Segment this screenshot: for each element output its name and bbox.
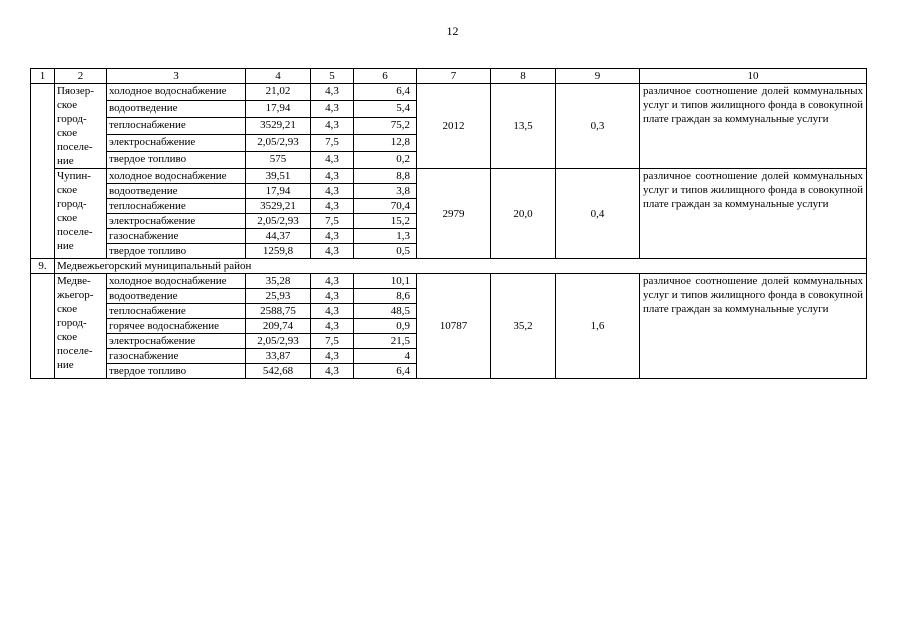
header-cell: 2 [55, 69, 107, 84]
value-col9: 0,4 [556, 169, 640, 259]
header-cell: 9 [556, 69, 640, 84]
value-col5: 4,3 [311, 84, 354, 101]
value-col4: 542,68 [246, 364, 311, 379]
value-col6: 15,2 [354, 214, 417, 229]
value-col6: 0,9 [354, 319, 417, 334]
service-name: электроснабжение [107, 214, 246, 229]
service-name: твердое топливо [107, 364, 246, 379]
service-name: газоснабжение [107, 349, 246, 364]
value-col4: 575 [246, 152, 311, 169]
value-col5: 4,3 [311, 152, 354, 169]
value-col4: 33,87 [246, 349, 311, 364]
value-col9: 1,6 [556, 274, 640, 379]
value-col6: 12,8 [354, 135, 417, 152]
value-col5: 4,3 [311, 118, 354, 135]
value-col6: 70,4 [354, 199, 417, 214]
value-col4: 3529,21 [246, 118, 311, 135]
service-name: теплоснабжение [107, 304, 246, 319]
note-col10: различное соотношение долей коммунальных услуг и типов жилищного фонда в совокупной плате граждан за коммунальные услуги [640, 84, 867, 169]
page-number: 12 [446, 24, 459, 38]
service-name: горячее водоснабжение [107, 319, 246, 334]
value-col6: 21,5 [354, 334, 417, 349]
value-col4: 35,28 [246, 274, 311, 289]
value-col5: 4,3 [311, 199, 354, 214]
value-col5: 4,3 [311, 364, 354, 379]
value-col5: 4,3 [311, 169, 354, 184]
value-col4: 2,05/2,93 [246, 334, 311, 349]
row-number-cell [31, 274, 55, 379]
value-col5: 4,3 [311, 101, 354, 118]
value-col5: 4,3 [311, 349, 354, 364]
header-cell: 1 [31, 69, 55, 84]
value-col4: 39,51 [246, 169, 311, 184]
header-cell: 4 [246, 69, 311, 84]
value-col4: 209,74 [246, 319, 311, 334]
service-name: холодное водоснабжение [107, 84, 246, 101]
service-name: газоснабжение [107, 229, 246, 244]
value-col5: 7,5 [311, 334, 354, 349]
service-name: твердое топливо [107, 152, 246, 169]
service-name: электроснабжение [107, 135, 246, 152]
value-col6: 4 [354, 349, 417, 364]
note-col10: различное соотношение долей коммунальных услуг и типов жилищного фонда в совокупной плате граждан за коммунальные услуги [640, 274, 867, 379]
value-col4: 21,02 [246, 84, 311, 101]
header-row [31, 69, 867, 84]
district-number: 9. [31, 259, 55, 274]
value-col7: 2012 [417, 84, 491, 169]
value-col5: 4,3 [311, 244, 354, 259]
value-col6: 5,4 [354, 101, 417, 118]
service-name: теплоснабжение [107, 199, 246, 214]
header-cell: 10 [640, 69, 867, 84]
value-col5: 4,3 [311, 229, 354, 244]
service-name: водоотведение [107, 101, 246, 118]
settlement-name: Чупин-ское город-ское поселе-ние [55, 169, 107, 259]
value-col9: 0,3 [556, 84, 640, 169]
value-col8: 35,2 [491, 274, 556, 379]
value-col4: 44,37 [246, 229, 311, 244]
value-col5: 4,3 [311, 184, 354, 199]
value-col4: 3529,21 [246, 199, 311, 214]
value-col4: 2,05/2,93 [246, 214, 311, 229]
value-col6: 6,4 [354, 364, 417, 379]
service-name: твердое топливо [107, 244, 246, 259]
service-name: водоотведение [107, 289, 246, 304]
value-col6: 10,1 [354, 274, 417, 289]
table-body [31, 69, 867, 379]
row-number-cell [31, 84, 55, 259]
table-row [31, 169, 867, 184]
value-col4: 1259,8 [246, 244, 311, 259]
value-col6: 8,6 [354, 289, 417, 304]
table-row [31, 84, 867, 101]
header-cell: 5 [311, 69, 354, 84]
value-col5: 4,3 [311, 289, 354, 304]
value-col4: 17,94 [246, 101, 311, 118]
tariff-table [30, 68, 867, 379]
value-col4: 25,93 [246, 289, 311, 304]
value-col4: 17,94 [246, 184, 311, 199]
value-col4: 2588,75 [246, 304, 311, 319]
value-col5: 4,3 [311, 274, 354, 289]
district-row [31, 259, 867, 274]
service-name: электроснабжение [107, 334, 246, 349]
settlement-name: Пяозер-ское город-ское поселе-ние [55, 84, 107, 169]
value-col8: 20,0 [491, 169, 556, 259]
value-col6: 8,8 [354, 169, 417, 184]
value-col6: 48,5 [354, 304, 417, 319]
value-col6: 6,4 [354, 84, 417, 101]
settlement-name: Медве-жьегор-ское город-ское поселе-ние [55, 274, 107, 379]
header-cell: 6 [354, 69, 417, 84]
service-name: холодное водоснабжение [107, 274, 246, 289]
value-col5: 4,3 [311, 304, 354, 319]
note-col10: различное соотношение долей коммунальных услуг и типов жилищного фонда в совокупной плате граждан за коммунальные услуги [640, 169, 867, 259]
value-col8: 13,5 [491, 84, 556, 169]
value-col6: 3,8 [354, 184, 417, 199]
value-col5: 7,5 [311, 214, 354, 229]
service-name: водоотведение [107, 184, 246, 199]
header-cell: 7 [417, 69, 491, 84]
table-row [31, 274, 867, 289]
district-name: Медвежьегорский муниципальный район [55, 259, 867, 274]
header-cell: 3 [107, 69, 246, 84]
value-col7: 2979 [417, 169, 491, 259]
service-name: теплоснабжение [107, 118, 246, 135]
value-col6: 0,5 [354, 244, 417, 259]
value-col7: 10787 [417, 274, 491, 379]
value-col6: 1,3 [354, 229, 417, 244]
header-cell: 8 [491, 69, 556, 84]
value-col4: 2,05/2,93 [246, 135, 311, 152]
value-col5: 4,3 [311, 319, 354, 334]
value-col6: 75,2 [354, 118, 417, 135]
service-name: холодное водоснабжение [107, 169, 246, 184]
value-col6: 0,2 [354, 152, 417, 169]
value-col5: 7,5 [311, 135, 354, 152]
